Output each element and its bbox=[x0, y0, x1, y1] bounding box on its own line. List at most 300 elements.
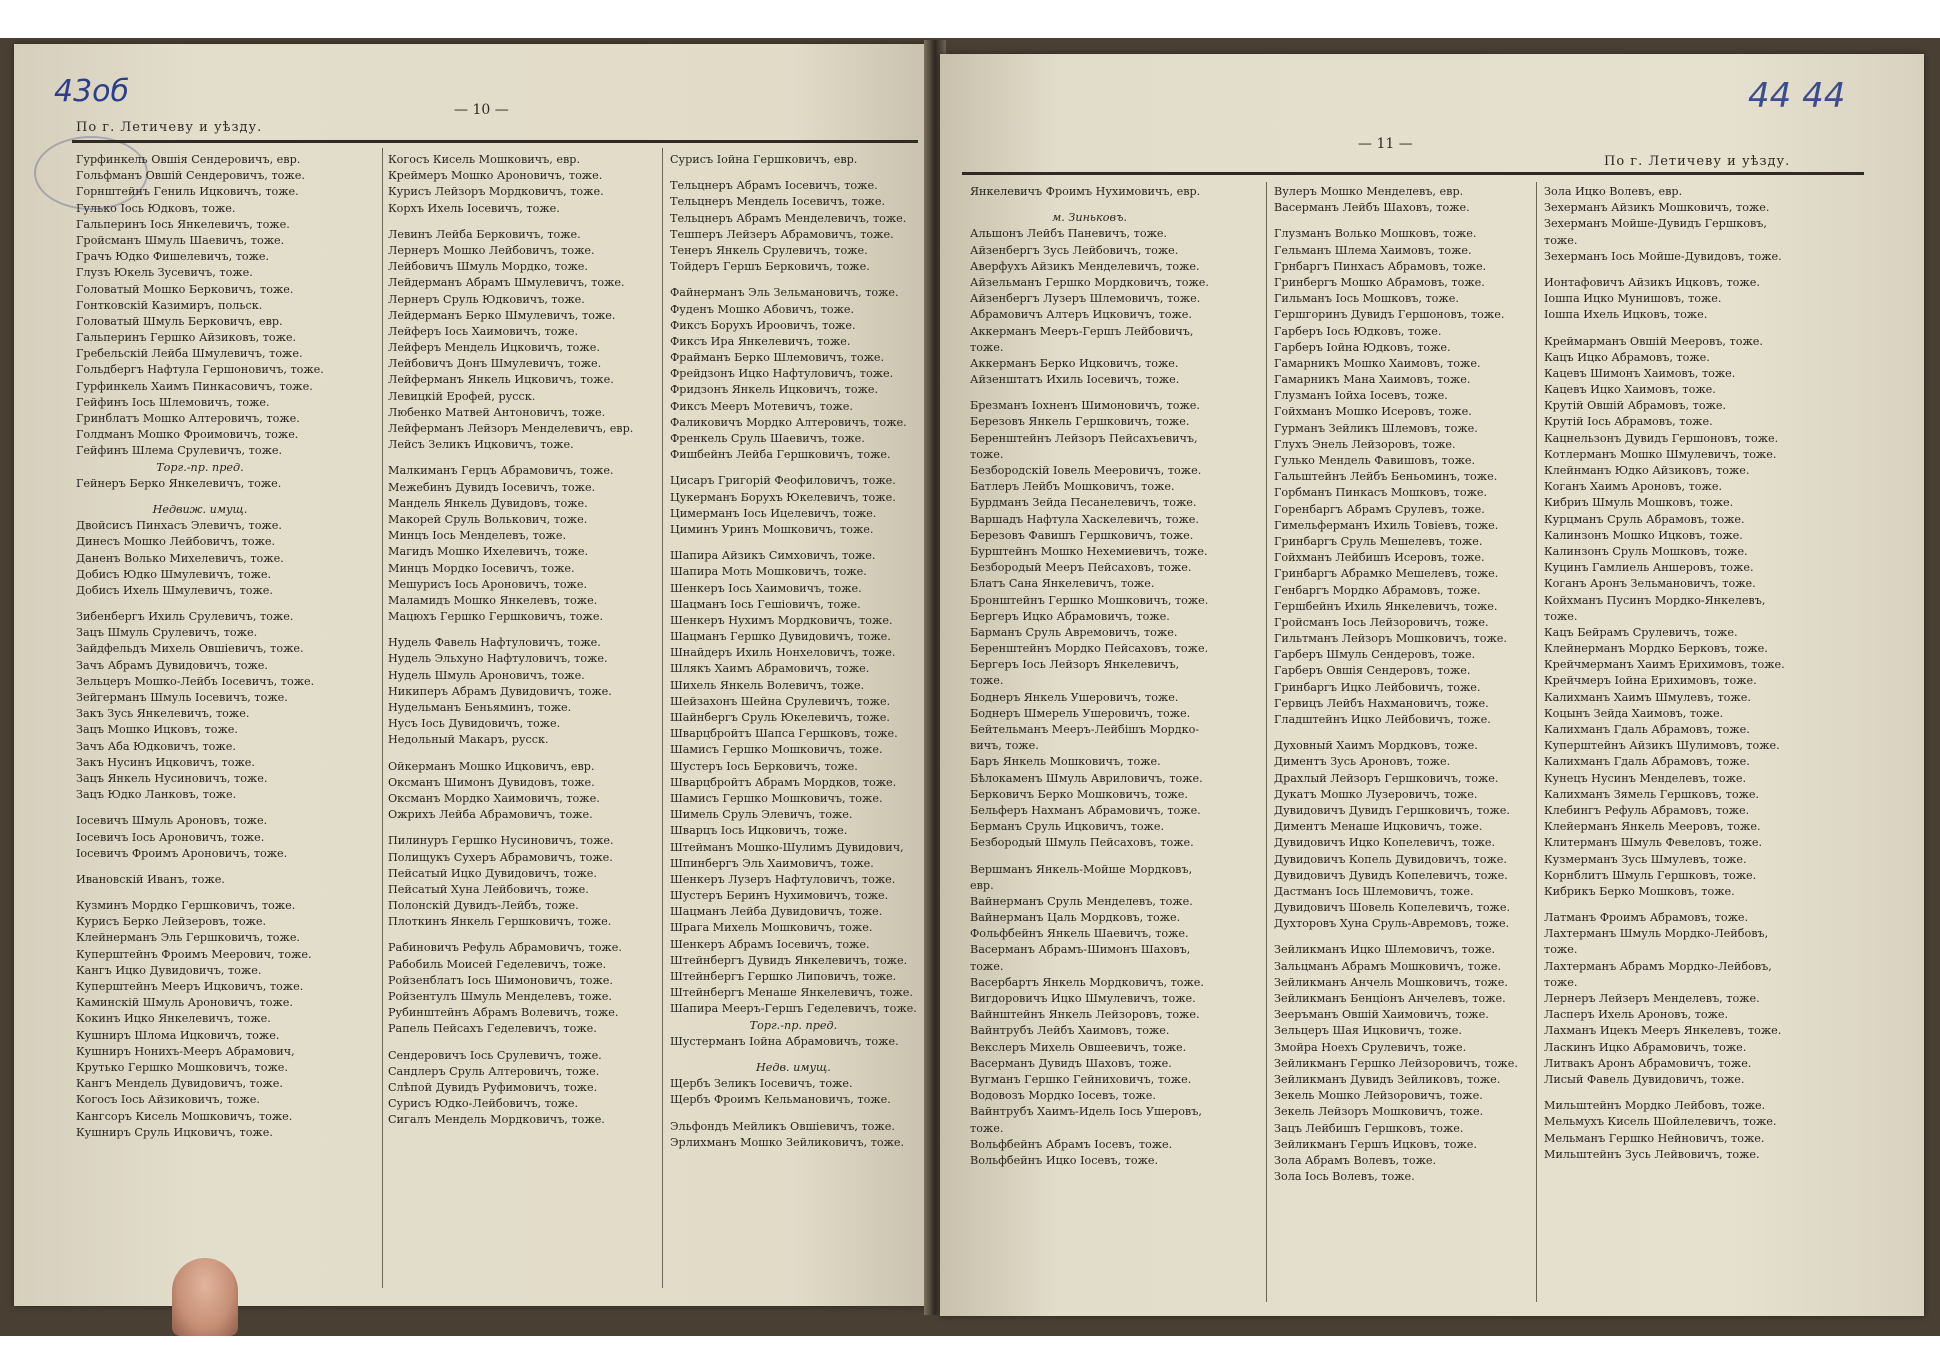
list-entry: Курисъ Берко Лейзеровъ, тоже. bbox=[76, 915, 267, 929]
list-entry: Ионтафовичъ Айзикъ Ицковъ, тоже. bbox=[1544, 275, 1760, 289]
list-entry: Двойсисъ Пинхасъ Элевичъ, тоже. bbox=[76, 519, 282, 533]
spacer bbox=[670, 275, 917, 285]
list-entry: Батлеръ Лейбъ Мошковичъ, тоже. bbox=[970, 480, 1175, 494]
list-entry: Шрага Михель Мошковичъ, тоже. bbox=[670, 921, 873, 935]
list-entry: Кокинъ Ицко Янкелевичъ, тоже. bbox=[76, 1012, 271, 1026]
list-entry: Никиперъ Абрамъ Дувидовичъ, тоже. bbox=[388, 684, 612, 698]
spacer bbox=[670, 538, 917, 548]
list-entry: Шапира Айзикъ Симховичъ, тоже. bbox=[670, 549, 876, 563]
spacer bbox=[1274, 216, 1518, 226]
list-entry: Фаликовичъ Мордко Алтеровичъ, тоже. bbox=[670, 415, 907, 429]
list-entry: Зацъ Шмуль Срулевичъ, тоже. bbox=[76, 626, 258, 640]
list-entry: тоже. bbox=[970, 1121, 1004, 1135]
list-entry: Куперштейнъ Айзикъ Шулимовъ, тоже. bbox=[1544, 739, 1780, 753]
spacer bbox=[670, 168, 917, 178]
list-entry: Пилинуръ Гершко Нусиновичъ, тоже. bbox=[388, 834, 614, 848]
spacer bbox=[670, 463, 917, 473]
list-entry: Шустерманъ Іойна Абрамовичъ, тоже. bbox=[670, 1034, 899, 1048]
list-entry: Боднеръ Янкель Ушеровичъ, тоже. bbox=[970, 690, 1179, 704]
list-entry: Крутій Овшій Абрамовъ, тоже. bbox=[1544, 399, 1727, 413]
list-entry: Шейзахонъ Шейна Срулевичъ, тоже. bbox=[670, 694, 891, 708]
list-entry: Гулько Мендель Фавишовъ, тоже. bbox=[1274, 454, 1476, 467]
list-entry: Бельферъ Нахманъ Абрамовичъ, тоже. bbox=[970, 803, 1201, 817]
list-entry: Айзенбергъ Зусь Лейбовичъ, тоже. bbox=[970, 243, 1179, 257]
list-entry: Оксманъ Мордко Хаимовичъ, тоже. bbox=[388, 791, 600, 805]
list-entry: Гурфинкель Хаимъ Пинкасовичъ, тоже. bbox=[76, 379, 313, 393]
list-entry: Ивановскій Иванъ, тоже. bbox=[76, 872, 225, 886]
section-heading: Недвиж. имущ. bbox=[152, 502, 248, 516]
list-entry: Когосъ Іось Айзиковичъ, тоже. bbox=[76, 1093, 260, 1107]
list-entry: Вершманъ Янкель-Мойше Мордковъ, bbox=[970, 862, 1193, 876]
list-entry: Зейгерманъ Шмуль Іосевичъ, тоже. bbox=[76, 691, 288, 704]
list-entry: Гройсманъ Іось Лейзоровичъ, тоже. bbox=[1274, 615, 1489, 629]
list-entry: Куцинъ Гамлиель Аншеровъ, тоже. bbox=[1544, 561, 1754, 575]
list-entry: Крейчмерманъ Хаимъ Ерихимовъ, тоже. bbox=[1544, 658, 1785, 672]
list-entry: Плоткинъ Янкель Гершковичъ, тоже. bbox=[388, 915, 612, 929]
list-entry: Нудель Шмуль Ароновичъ, тоже. bbox=[388, 668, 585, 682]
list-entry: Добисъ Ихель Шмулевичъ, тоже. bbox=[76, 583, 273, 597]
list-entry: Зачъ Аба Юдковичъ, тоже. bbox=[76, 739, 236, 753]
column-2 bbox=[1274, 184, 1518, 1185]
running-head: По г. Летичеву и уѣзду. bbox=[1604, 154, 1791, 169]
page-number: — 11 — bbox=[1358, 136, 1413, 152]
section-heading: Торг.-пр. пред. bbox=[156, 460, 244, 474]
list-entry: Іошпа Ихель Ицковъ, тоже. bbox=[1544, 308, 1708, 322]
list-entry: Гребельскій Лейба Шмулевичъ, тоже. bbox=[76, 347, 303, 361]
list-entry: Драхлый Лейзоръ Гершковичъ, тоже. bbox=[1274, 771, 1499, 785]
list-entry: Коганъ Аронъ Зельмановичъ, тоже. bbox=[1544, 577, 1756, 591]
list-entry: Зацъ Юдко Ланковъ, тоже. bbox=[76, 788, 237, 802]
list-entry: Безбородый Мееръ Пейсаховъ, тоже. bbox=[970, 561, 1192, 575]
list-entry: Левинъ Лейба Берковичъ, тоже. bbox=[388, 227, 581, 241]
list-entry: Штейманъ Мошко-Шулимъ Дувидович, bbox=[670, 840, 904, 854]
list-entry: Калинзонъ Мошко Ицковъ, тоже. bbox=[1544, 528, 1743, 542]
section-heading: Торг.-пр. пред. bbox=[749, 1018, 838, 1032]
list-entry: Лахтерманъ Шмуль Мордко-Лейбовъ, bbox=[1544, 927, 1769, 941]
list-entry: вичъ, тоже. bbox=[970, 739, 1039, 753]
list-entry: Мандель Янкель Дувидовъ, тоже. bbox=[388, 496, 588, 510]
list-entry: Любенко Матвей Антоновичъ, тоже. bbox=[388, 405, 606, 419]
list-entry: Клейнманъ Юдко Айзиковъ, тоже. bbox=[1544, 464, 1750, 477]
list-entry: Бергеръ Іось Лейзоръ Янкелевичъ, bbox=[970, 658, 1180, 672]
list-entry: Шустеръ Іось Берковичъ, тоже. bbox=[670, 759, 858, 773]
list-entry: Зейликманъ Бенціонъ Анчелевъ, тоже. bbox=[1274, 992, 1506, 1005]
list-entry: Калихманъ Гдаль Абрамовъ, тоже. bbox=[1544, 723, 1750, 736]
list-entry: Гладштейнъ Ицко Лейбовичъ, тоже. bbox=[1274, 713, 1491, 726]
list-entry: Гарберъ Шмуль Сендеровъ, тоже. bbox=[1274, 648, 1476, 662]
list-entry: Кушниръ Нонихъ-Мееръ Абрамович, bbox=[76, 1044, 295, 1058]
list-entry: Дувидовичъ Ицко Копелевичъ, тоже. bbox=[1274, 836, 1496, 850]
list-entry: Гольфманъ Овшій Сендеровичъ, тоже. bbox=[76, 169, 305, 183]
list-entry: Дастманъ Іось Шлемовичъ, тоже. bbox=[1274, 884, 1474, 898]
list-entry: Янкелевичъ Фроимъ Нухимовичъ, евр. bbox=[970, 185, 1201, 198]
list-entry: Ойкерманъ Мошко Ицковичъ, евр. bbox=[388, 759, 595, 773]
list-entry: Зееръманъ Овшій Хаимовичъ, тоже. bbox=[1274, 1008, 1489, 1022]
list-entry: Нудель Эльхуно Нафтуловичъ, тоже. bbox=[388, 652, 608, 666]
list-entry: Сурисъ Іойна Гершковичъ, евр. bbox=[670, 153, 858, 166]
list-entry: Гервицъ Лейбъ Нахмановичъ, тоже. bbox=[1274, 696, 1489, 710]
list-entry: Тойдеръ Гершъ Берковичъ, тоже. bbox=[670, 260, 870, 274]
list-entry: Гринблатъ Мошко Алтеровичъ, тоже. bbox=[76, 412, 300, 425]
list-entry: Бейтельманъ Мееръ-Лейбішъ Мордко- bbox=[970, 723, 1200, 736]
list-entry: Кушниръ Сруль Ицковичъ, тоже. bbox=[76, 1125, 273, 1139]
spacer bbox=[388, 823, 633, 833]
spacer bbox=[670, 1109, 917, 1119]
spacer bbox=[388, 1038, 633, 1048]
list-entry: Іошпа Ицко Мунишовъ, тоже. bbox=[1544, 292, 1722, 306]
list-entry: Фридзонъ Янкель Ицковичъ, тоже. bbox=[670, 383, 879, 397]
list-entry: Барманъ Сруль Авремовичъ, тоже. bbox=[970, 625, 1178, 639]
list-entry: Диментъ Менаше Ицковичъ, тоже. bbox=[1274, 820, 1483, 834]
list-entry: Ожрихъ Лейба Абрамовичъ, тоже. bbox=[388, 808, 593, 822]
list-entry: Векслеръ Михель Овшеевичъ, тоже. bbox=[970, 1040, 1187, 1054]
list-entry: Лейбовичъ Донъ Шмулевичъ, тоже. bbox=[388, 357, 602, 371]
list-entry: Кушниръ Шлома Ицковичъ, тоже. bbox=[76, 1028, 280, 1042]
list-entry: Бѣлокаменъ Шмуль Авриловичъ, тоже. bbox=[970, 771, 1203, 785]
list-entry: Пейсатый Хуна Лейбовичъ, тоже. bbox=[388, 882, 589, 896]
list-entry: Гойхманъ Мошко Исеровъ, тоже. bbox=[1274, 405, 1472, 419]
list-entry: Глузманъ Волько Мошковъ, тоже. bbox=[1274, 227, 1477, 241]
list-entry: Вайнтрубъ Лейбъ Хаимовъ, тоже. bbox=[970, 1024, 1170, 1038]
header-rule bbox=[962, 172, 1864, 175]
list-entry: Зола Абрамъ Волевъ, тоже. bbox=[1274, 1153, 1437, 1167]
list-entry: Горенбаргъ Абрамъ Срулевъ, тоже. bbox=[1274, 502, 1485, 516]
list-entry: Оксманъ Шимонъ Дувидовъ, тоже. bbox=[388, 775, 595, 789]
spacer bbox=[1544, 900, 1785, 910]
list-entry: Вулеръ Мошко Менделевъ, евр. bbox=[1274, 185, 1464, 198]
list-entry: Зацъ Мошко Ицковъ, тоже. bbox=[76, 723, 238, 737]
list-entry: Пейсатый Ицко Дувидовичъ, тоже. bbox=[388, 866, 597, 880]
list-entry: Іосевичъ Іось Ароновичъ, тоже. bbox=[76, 830, 265, 844]
list-entry: Лейдерманъ Абрамъ Шмулевичъ, тоже. bbox=[388, 276, 625, 290]
list-entry: Сурисъ Юдко-Лейбовичъ, тоже. bbox=[388, 1097, 579, 1111]
list-entry: Вольфбейнъ Абрамъ Іосевъ, тоже. bbox=[970, 1137, 1173, 1151]
list-entry: Лисый Фавель Дувидовичъ, тоже. bbox=[1544, 1072, 1745, 1086]
list-entry: Гершгоринъ Дувидъ Гершоновъ, тоже. bbox=[1274, 308, 1505, 322]
list-entry: Вольфбейнъ Ицко Іосевъ, тоже. bbox=[970, 1153, 1159, 1167]
list-entry: Шапира Моть Мошковичъ, тоже. bbox=[670, 565, 867, 579]
right-page bbox=[940, 54, 1924, 1316]
list-entry: Койхманъ Пусинъ Мордко-Янкелевъ, bbox=[1544, 593, 1766, 607]
list-entry: Вугманъ Гершко Гейниховичъ, тоже. bbox=[970, 1072, 1192, 1086]
list-entry: Бурдманъ Зейда Песанелевичъ, тоже. bbox=[970, 496, 1197, 510]
list-entry: Васерманъ Дувидъ Шаховъ, тоже. bbox=[970, 1056, 1172, 1070]
list-entry: Зехерманъ Мойше-Дувидъ Гершковъ, bbox=[1544, 217, 1767, 231]
spacer bbox=[76, 599, 324, 609]
list-entry: Зола Іось Волевъ, тоже. bbox=[1274, 1170, 1415, 1184]
list-entry: Гринбаргъ Абрамко Мешелевъ, тоже. bbox=[1274, 567, 1499, 581]
list-entry: Вайнерманъ Сруль Менделевъ, тоже. bbox=[970, 894, 1193, 908]
list-entry: Мешурисъ Іось Ароновичъ, тоже. bbox=[388, 577, 588, 591]
spacer bbox=[1544, 324, 1785, 334]
list-entry: Гурманъ Зейликъ Шлемовъ, тоже. bbox=[1274, 421, 1478, 435]
list-entry: Кибрикъ Берко Мошковъ, тоже. bbox=[1544, 884, 1735, 898]
list-entry: Рабобиль Моисей Геделевичъ, тоже. bbox=[388, 957, 607, 971]
list-entry: Бурштейнъ Мошко Нехемиевичъ, тоже. bbox=[970, 544, 1208, 558]
list-entry: Гринбаргъ Сруль Мешелевъ, тоже. bbox=[1274, 534, 1483, 548]
list-entry: Шенкеръ Нухимъ Мордковичъ, тоже. bbox=[670, 613, 893, 627]
list-entry: Лернеръ Мошко Лейбовичъ, тоже. bbox=[388, 243, 595, 257]
section-heading: Недв. имущ. bbox=[755, 1060, 831, 1074]
list-entry: Ройзентулъ Шмуль Менделевъ, тоже. bbox=[388, 990, 612, 1003]
list-entry: Калихманъ Зямель Гершковъ, тоже. bbox=[1544, 787, 1760, 801]
list-entry: Тенеръ Янкель Срулевичъ, тоже. bbox=[670, 243, 868, 257]
list-entry: Беренштейнъ Мордко Пейсаховъ, тоже. bbox=[970, 642, 1209, 656]
list-entry: Цисаръ Григорій Феофиловичъ, тоже. bbox=[670, 474, 896, 488]
list-entry: Варшадъ Нафтула Хаскелевичъ, тоже. bbox=[970, 512, 1199, 526]
list-entry: Зейликманъ Гершко Лейзоровичъ, тоже. bbox=[1274, 1056, 1518, 1070]
spacer bbox=[76, 803, 324, 813]
list-entry: Кузминъ Мордко Гершковичъ, тоже. bbox=[76, 899, 296, 913]
list-entry: Кангъ Ицко Дувидовичъ, тоже. bbox=[76, 963, 262, 977]
list-entry: Кацъ Ицко Абрамовъ, тоже. bbox=[1544, 350, 1710, 364]
section-heading: м. Зиньковъ. bbox=[1052, 211, 1127, 225]
list-entry: Кунецъ Нусинъ Менделевъ, тоже. bbox=[1544, 771, 1747, 785]
list-entry: Кацевъ Шимонъ Хаимовъ, тоже. bbox=[1544, 366, 1736, 380]
list-entry: Тешперъ Лейзеръ Абрамовичъ, тоже. bbox=[670, 227, 894, 241]
list-entry: Нудель Фавель Нафтуловичъ, тоже. bbox=[388, 636, 601, 650]
list-entry: Фишбейнъ Лейба Гершковичъ, тоже. bbox=[670, 448, 891, 462]
list-entry: Дувидовичъ Дувидъ Копелевичъ, тоже. bbox=[1274, 868, 1508, 882]
list-entry: Гамарникъ Мошко Хаимовъ, тоже. bbox=[1274, 356, 1481, 370]
list-entry: Гейнеръ Берко Янкелевичъ, тоже. bbox=[76, 476, 282, 490]
list-entry: Грнбаргъ Пинхасъ Абрамовъ, тоже. bbox=[1274, 259, 1487, 273]
list-entry: Цимерманъ Іось Ицелевичъ, тоже. bbox=[670, 506, 877, 520]
spacer bbox=[388, 217, 633, 227]
list-entry: Каминскій Шмуль Ароновичъ, тоже. bbox=[76, 996, 293, 1010]
list-entry: Гринбергъ Мошко Абрамовъ, тоже. bbox=[1274, 275, 1485, 289]
list-entry: Куперштейнъ Фроимъ Меерович, тоже. bbox=[76, 947, 312, 961]
list-entry: Рубинштейнъ Абрамъ Волевичъ, тоже. bbox=[388, 1006, 619, 1020]
spacer bbox=[388, 930, 633, 940]
list-entry: Гальперинъ Гершко Айзиковъ, тоже. bbox=[76, 331, 297, 345]
list-entry: Іосевичъ Шмуль Ароновъ, тоже. bbox=[76, 814, 268, 828]
list-entry: Змойра Ноехъ Срулевичъ, тоже. bbox=[1274, 1040, 1467, 1054]
list-entry: Макорей Сруль Волькович, тоже. bbox=[388, 512, 588, 526]
list-entry: Гольдбергъ Нафтула Гершоновичъ, тоже. bbox=[76, 363, 324, 377]
list-entry: Закъ Нусинъ Ицковичъ, тоже. bbox=[76, 755, 255, 769]
list-entry: Лернеръ Лейзеръ Менделевъ, тоже. bbox=[1544, 992, 1760, 1005]
list-entry: Безбородскій Іовель Мееровичъ, тоже. bbox=[970, 464, 1202, 477]
list-entry: Клейнерманъ Мордко Берковъ, тоже. bbox=[1544, 642, 1768, 656]
list-entry: Дувидовичъ Копель Дувидовичъ, тоже. bbox=[1274, 852, 1507, 866]
spacer bbox=[1544, 265, 1785, 275]
list-entry: Головатый Мошко Берковичъ, тоже. bbox=[76, 282, 294, 296]
list-entry: Альшонъ Лейбъ Паневичъ, тоже. bbox=[970, 227, 1168, 241]
list-entry: Фольфбейнъ Янкель Шаевичъ, тоже. bbox=[970, 927, 1189, 941]
list-entry: Крутько Гершко Мошковичъ, тоже. bbox=[76, 1060, 288, 1074]
list-entry: Фиксъ Борухъ Ироовичъ, тоже. bbox=[670, 318, 856, 332]
list-entry: Межебинъ Дувидъ Іосевичъ, тоже. bbox=[388, 480, 596, 494]
list-entry: Гильтманъ Лейзоръ Мошковичъ, тоже. bbox=[1274, 632, 1507, 646]
list-entry: Кузмерманъ Зусь Шмулевъ, тоже. bbox=[1544, 852, 1747, 866]
list-entry: Айзенштатъ Ихиль Іосевичъ, тоже. bbox=[970, 373, 1180, 387]
list-entry: Эльфондъ Мейликъ Овшіевичъ, тоже. bbox=[670, 1119, 895, 1133]
list-entry: тоже. bbox=[970, 674, 1004, 688]
list-entry: Креймеръ Мошко Ароновичъ, тоже. bbox=[388, 169, 603, 183]
list-entry: Ласкинъ Ицко Абрамовичъ, тоже. bbox=[1544, 1040, 1747, 1054]
list-entry: Кацевъ Ицко Хаимовъ, тоже. bbox=[1544, 383, 1716, 397]
list-entry: Лахманъ Ицекъ Мееръ Янкелевъ, тоже. bbox=[1544, 1024, 1782, 1038]
list-entry: Шацманъ Іось Гешіовичъ, тоже. bbox=[670, 597, 861, 611]
list-entry: Шпинбергъ Эль Хаимовичъ, тоже. bbox=[670, 856, 874, 870]
list-entry: Васерманъ Лейбъ Шаховъ, тоже. bbox=[1274, 201, 1470, 215]
list-entry: Лейферъ Іось Хаимовичъ, тоже. bbox=[388, 324, 578, 338]
list-entry: Зайдфельдъ Михель Овшіевичъ, тоже. bbox=[76, 642, 304, 656]
list-entry: Зельцеръ Шая Ицковичъ, тоже. bbox=[1274, 1024, 1462, 1038]
list-entry: Калихманъ Хаимъ Шмулевъ, тоже. bbox=[1544, 690, 1751, 704]
list-entry: Минцъ Мордко Іосевичъ, тоже. bbox=[388, 561, 575, 575]
spacer bbox=[1544, 1088, 1785, 1098]
list-entry: Магидъ Мошко Ихелевичъ, тоже. bbox=[388, 545, 589, 559]
list-entry: Кангсоръ Кисель Мошковичъ, тоже. bbox=[76, 1109, 293, 1123]
spacer bbox=[1274, 932, 1518, 942]
list-entry: Лейферманъ Лейзоръ Менделевичъ, евр. bbox=[388, 422, 634, 435]
list-entry: Вайнштейнъ Янкель Лейзоровъ, тоже. bbox=[970, 1008, 1200, 1022]
list-entry: Глухъ Энель Лейзоровъ, тоже. bbox=[1274, 437, 1456, 451]
list-entry: Креймарманъ Овшій Мееровъ, тоже. bbox=[1544, 334, 1763, 348]
list-entry: Даненъ Волько Михелевичъ, тоже. bbox=[76, 551, 284, 565]
list-entry: Маламидъ Мошко Янкелевъ, тоже. bbox=[388, 593, 598, 607]
list-entry: Блатъ Сана Янкелевичъ, тоже. bbox=[970, 577, 1155, 591]
list-entry: Шихель Янкель Волевичъ, тоже. bbox=[670, 678, 865, 692]
list-entry: Зальцманъ Абрамъ Мошковичъ, тоже. bbox=[1274, 959, 1502, 973]
list-entry: Рабиновичъ Рефуль Абрамовичъ, тоже. bbox=[388, 941, 622, 955]
list-entry: Курисъ Лейзоръ Мордковичъ, тоже. bbox=[388, 185, 604, 199]
list-entry: Головатый Шмуль Берковичъ, евр. bbox=[76, 314, 283, 328]
list-entry: Тельцнеръ Мендель Іосевичъ, тоже. bbox=[670, 195, 885, 209]
list-entry: Ройзенблатъ Іось Шимоновичъ, тоже. bbox=[388, 973, 613, 987]
list-entry: Дувидовичъ Дувидъ Гершковичъ, тоже. bbox=[1274, 803, 1510, 817]
list-entry: Мельмухъ Кисель Шойлелевичъ, тоже. bbox=[1544, 1115, 1777, 1129]
list-entry: Когосъ Кисель Мошковичъ, евр. bbox=[388, 153, 581, 166]
list-entry: Полонскій Дувидъ-Лейбъ, тоже. bbox=[388, 899, 579, 913]
spacer bbox=[76, 888, 324, 898]
list-entry: Крейчмеръ Іойна Ерихимовъ, тоже. bbox=[1544, 674, 1757, 688]
list-entry: Шварцбройтъ Абрамъ Мордков, тоже. bbox=[670, 775, 897, 789]
list-entry: Шварцъ Іось Ицковичъ, тоже. bbox=[670, 824, 848, 838]
list-entry: Сендеровичъ Іось Срулевичъ, тоже. bbox=[388, 1048, 602, 1062]
list-entry: Духовный Хаимъ Мордковъ, тоже. bbox=[1274, 739, 1478, 753]
list-entry: Горбманъ Пинкасъ Мошковъ, тоже. bbox=[1274, 486, 1488, 500]
list-entry: Гальштейнъ Лейбъ Беньоминъ, тоже. bbox=[1274, 470, 1498, 484]
spacer bbox=[670, 1050, 917, 1060]
list-entry: Зацъ Лейбишъ Гершковъ, тоже. bbox=[1274, 1121, 1464, 1135]
list-entry: Бергеръ Ицко Абрамовичъ, тоже. bbox=[970, 609, 1170, 623]
list-entry: Малкиманъ Герцъ Абрамовичъ, тоже. bbox=[388, 464, 614, 478]
list-entry: Гарберъ Іойна Юдковъ, тоже. bbox=[1274, 340, 1451, 354]
list-entry: Шнайдеръ Ихиль Нонхеловичъ, тоже. bbox=[670, 646, 896, 660]
list-entry: Гальперинъ Іось Янкелевичъ, тоже. bbox=[76, 217, 290, 231]
spacer bbox=[388, 453, 633, 463]
list-entry: Берманъ Сруль Ицковичъ, тоже. bbox=[970, 820, 1165, 834]
list-entry: Гершбейнъ Ихиль Янкелевичъ, тоже. bbox=[1274, 599, 1498, 613]
text-columns bbox=[940, 184, 1924, 1304]
list-entry: Кибриъ Шмуль Мошковъ, тоже. bbox=[1544, 496, 1734, 510]
list-entry: Диментъ Зусь Ароновъ, тоже. bbox=[1274, 755, 1451, 769]
list-entry: Глузъ Юкель Зусевичъ, тоже. bbox=[76, 266, 253, 280]
list-entry: Динесъ Мошко Лейбовичъ, тоже. bbox=[76, 535, 276, 549]
list-entry: Гройсманъ Шмуль Шаевичъ, тоже. bbox=[76, 233, 285, 247]
list-entry: Гильманъ Іось Мошковъ, тоже. bbox=[1274, 292, 1459, 306]
spacer bbox=[1274, 728, 1518, 738]
list-entry: Мацюхъ Гершко Гершковичъ, тоже. bbox=[388, 610, 604, 624]
list-entry: тоже. bbox=[1544, 975, 1578, 989]
list-entry: Зекель Мошко Лейзоровичъ, тоже. bbox=[1274, 1089, 1483, 1103]
list-entry: Мильштейнъ Мордко Лейбовъ, тоже. bbox=[1544, 1099, 1766, 1113]
spacer bbox=[76, 862, 324, 872]
list-entry: Шенкеръ Лузеръ Нафтуловичъ, тоже. bbox=[670, 872, 896, 886]
list-entry: Шлякъ Хаимъ Абрамовичъ, тоже. bbox=[670, 662, 870, 676]
list-entry: Аккерманъ Мееръ-Гершъ Лейбовичъ, bbox=[970, 324, 1194, 338]
list-entry: Тельцнеръ Абрамъ Менделевичъ, тоже. bbox=[670, 211, 907, 225]
list-entry: Аверфухъ Айзикъ Менделевичъ, тоже. bbox=[970, 259, 1200, 273]
list-entry: Вигдоровичъ Ицко Шмулевичъ, тоже. bbox=[970, 992, 1196, 1005]
list-entry: тоже. bbox=[970, 447, 1004, 461]
list-entry: Клейнерманъ Эль Гершковичъ, тоже. bbox=[76, 931, 300, 945]
list-entry: Мильштейнъ Зусь Лейвовичъ, тоже. bbox=[1544, 1147, 1760, 1161]
list-entry: Грачъ Юдко Фишелевичъ, тоже. bbox=[76, 250, 270, 264]
list-entry: Сигалъ Мендель Мордковичъ, тоже. bbox=[388, 1113, 605, 1127]
list-entry: Кангъ Мендель Дувидовичъ, тоже. bbox=[76, 1077, 283, 1091]
list-entry: Шварцбройтъ Шапса Гершковъ, тоже. bbox=[670, 727, 898, 741]
list-entry: Латманъ Фроимъ Абрамовъ, тоже. bbox=[1544, 911, 1749, 925]
list-entry: Куперштейнъ Мееръ Ицковичъ, тоже. bbox=[76, 980, 304, 993]
list-entry: Шамисъ Гершко Мошковичъ, тоже. bbox=[670, 791, 883, 805]
list-entry: Штейнбергъ Дувидъ Янкелевичъ, тоже. bbox=[670, 953, 908, 967]
list-entry: Водовозъ Мордко Іосевъ, тоже. bbox=[970, 1089, 1156, 1103]
list-entry: Гимельферманъ Ихиль Товіевъ, тоже. bbox=[1274, 518, 1499, 532]
list-entry: Минцъ Іось Менделевъ, тоже. bbox=[388, 529, 566, 543]
list-entry: Беренштейнъ Лейзоръ Пейсахъевичъ, bbox=[970, 431, 1198, 445]
list-entry: Зола Ицко Волевъ, евр. bbox=[1544, 185, 1683, 198]
list-entry: Закъ Зусь Янкелевичъ, тоже. bbox=[76, 707, 250, 721]
page-number: — 10 — bbox=[454, 102, 509, 118]
spacer bbox=[970, 852, 1209, 862]
column-1 bbox=[970, 184, 1209, 1169]
list-entry: Кацъ Бейрамъ Срулевичъ, тоже. bbox=[1544, 625, 1738, 639]
list-entry: Крутій Іось Абрамовъ, тоже. bbox=[1544, 415, 1713, 429]
list-entry: Корхъ Ихель Іосевичъ, тоже. bbox=[388, 201, 560, 215]
list-entry: Фуденъ Мошко Абовичъ, тоже. bbox=[670, 302, 855, 316]
list-entry: Абрамовичъ Алтеръ Ицковичъ, тоже. bbox=[970, 308, 1192, 322]
list-entry: Гулько Іось Юдковъ, тоже. bbox=[76, 201, 236, 215]
list-entry: Лейсъ Зеликъ Ицковичъ, тоже. bbox=[388, 438, 574, 452]
list-entry: Зельцеръ Мошко-Лейбъ Іосевичъ, тоже. bbox=[76, 674, 315, 688]
list-entry: Вайнтрубъ Хаимъ-Идель Іось Ушеровъ, bbox=[970, 1105, 1202, 1119]
handwritten-page-number: 44 44 bbox=[1748, 76, 1846, 116]
list-entry: Зехерманъ Айзикъ Мошковичъ, тоже. bbox=[1544, 201, 1770, 215]
list-entry: Шустеръ Беринъ Нухимовичъ, тоже. bbox=[670, 889, 889, 903]
list-entry: Айзельманъ Гершко Мордковичъ, тоже. bbox=[970, 275, 1209, 289]
list-entry: Щербъ Фроимъ Кельмановичъ, тоже. bbox=[670, 1093, 891, 1107]
list-entry: Зекель Лейзоръ Мошковичъ, тоже. bbox=[1274, 1105, 1484, 1119]
list-entry: Фиксъ Ира Янкелевичъ, тоже. bbox=[670, 334, 851, 348]
list-entry: Недольный Макаръ, русск. bbox=[388, 733, 549, 747]
running-head: По г. Летичеву и уѣзду. bbox=[76, 120, 263, 135]
column-2 bbox=[388, 152, 633, 1129]
list-entry: Зейликманъ Анчель Мошковичъ, тоже. bbox=[1274, 975, 1508, 989]
spacer bbox=[970, 388, 1209, 398]
list-entry: Брезманъ Іохненъ Шимоновичъ, тоже. bbox=[970, 399, 1200, 413]
list-entry: Лейбовичъ Шмуль Мордко, тоже. bbox=[388, 260, 588, 274]
list-entry: Фрейдзонъ Ицко Нафтуловичъ, тоже. bbox=[670, 367, 894, 381]
spacer bbox=[388, 625, 633, 635]
list-entry: Васерманъ Абрамъ-Шимонъ Шаховъ, bbox=[970, 943, 1191, 957]
list-entry: Сандлеръ Сруль Алтеровичъ, тоже. bbox=[388, 1064, 600, 1078]
list-entry: Клитерманъ Шмуль Февеловъ, тоже. bbox=[1544, 836, 1763, 850]
spacer bbox=[970, 200, 1209, 210]
